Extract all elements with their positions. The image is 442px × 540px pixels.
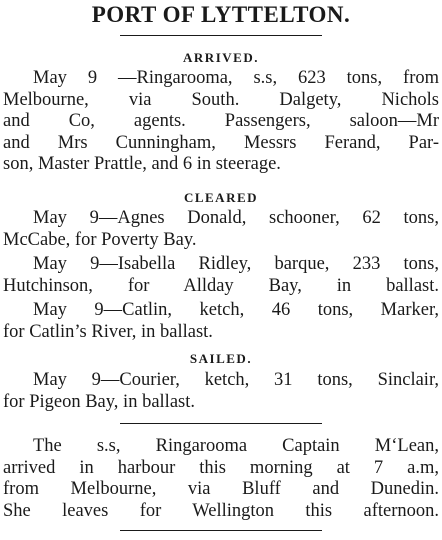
arrived-line: and Mrs Cunningham, Messrs Ferand, Par- [3,132,439,153]
cleared-heading: CLEARED [183,190,259,205]
cleared-entry [3,208,439,251]
notice-line: The s.s, Ringarooma Captain M‘Lean, [33,436,439,456]
notice-line: She leaves for Wellington this afternoon. [3,500,439,521]
arrived-heading: ARRIVED. [183,50,259,65]
arrived-line: son, Master Prattle, and 6 in steerage. [3,154,281,174]
cleared-entry [3,254,439,297]
cleared-entry [3,300,439,343]
sailed-line: for Pigeon Bay, in ballast. [3,391,195,412]
notice-paragraph [3,436,439,522]
section-rule [120,423,322,424]
cleared-line: Hutchinson, for Allday Bay, in ballast. [3,275,439,296]
cleared-line: May 9—Catlin, ketch, 46 tons, Marker, [33,300,439,320]
cleared-line: May 9—Isabella Ridley, barque, 233 tons, [33,254,439,274]
cleared-line: for Catlin’s River, in ballast. [3,321,213,342]
arrived-line: and Co, agents. Passengers, saloon—Mr [3,111,439,131]
notice-line: arrived in harbour this morning at 7 a.m, [3,457,439,478]
sailed-paragraph [3,370,439,413]
cleared-line: McCabe, for Poverty Bay. [3,229,197,250]
arrived-paragraph [3,68,439,176]
page-title: PORT OF LYTTELTON. [91,2,351,27]
sailed-heading: SAILED. [189,351,253,366]
sailed-line: May 9—Courier, ketch, 31 tons, Sinclair, [33,370,439,390]
title-rule [120,35,322,36]
cleared-line: May 9—Agnes Donald, schooner, 62 tons, [33,208,439,228]
arrived-line: Melbourne, via South. Dalgety, Nichols [3,89,439,110]
notice-line: from Melbourne, via Bluff and Dunedin. [3,479,439,499]
bottom-rule [120,530,322,531]
arrived-line: May 9 —Ringarooma, s.s, 623 tons, from [33,68,439,88]
